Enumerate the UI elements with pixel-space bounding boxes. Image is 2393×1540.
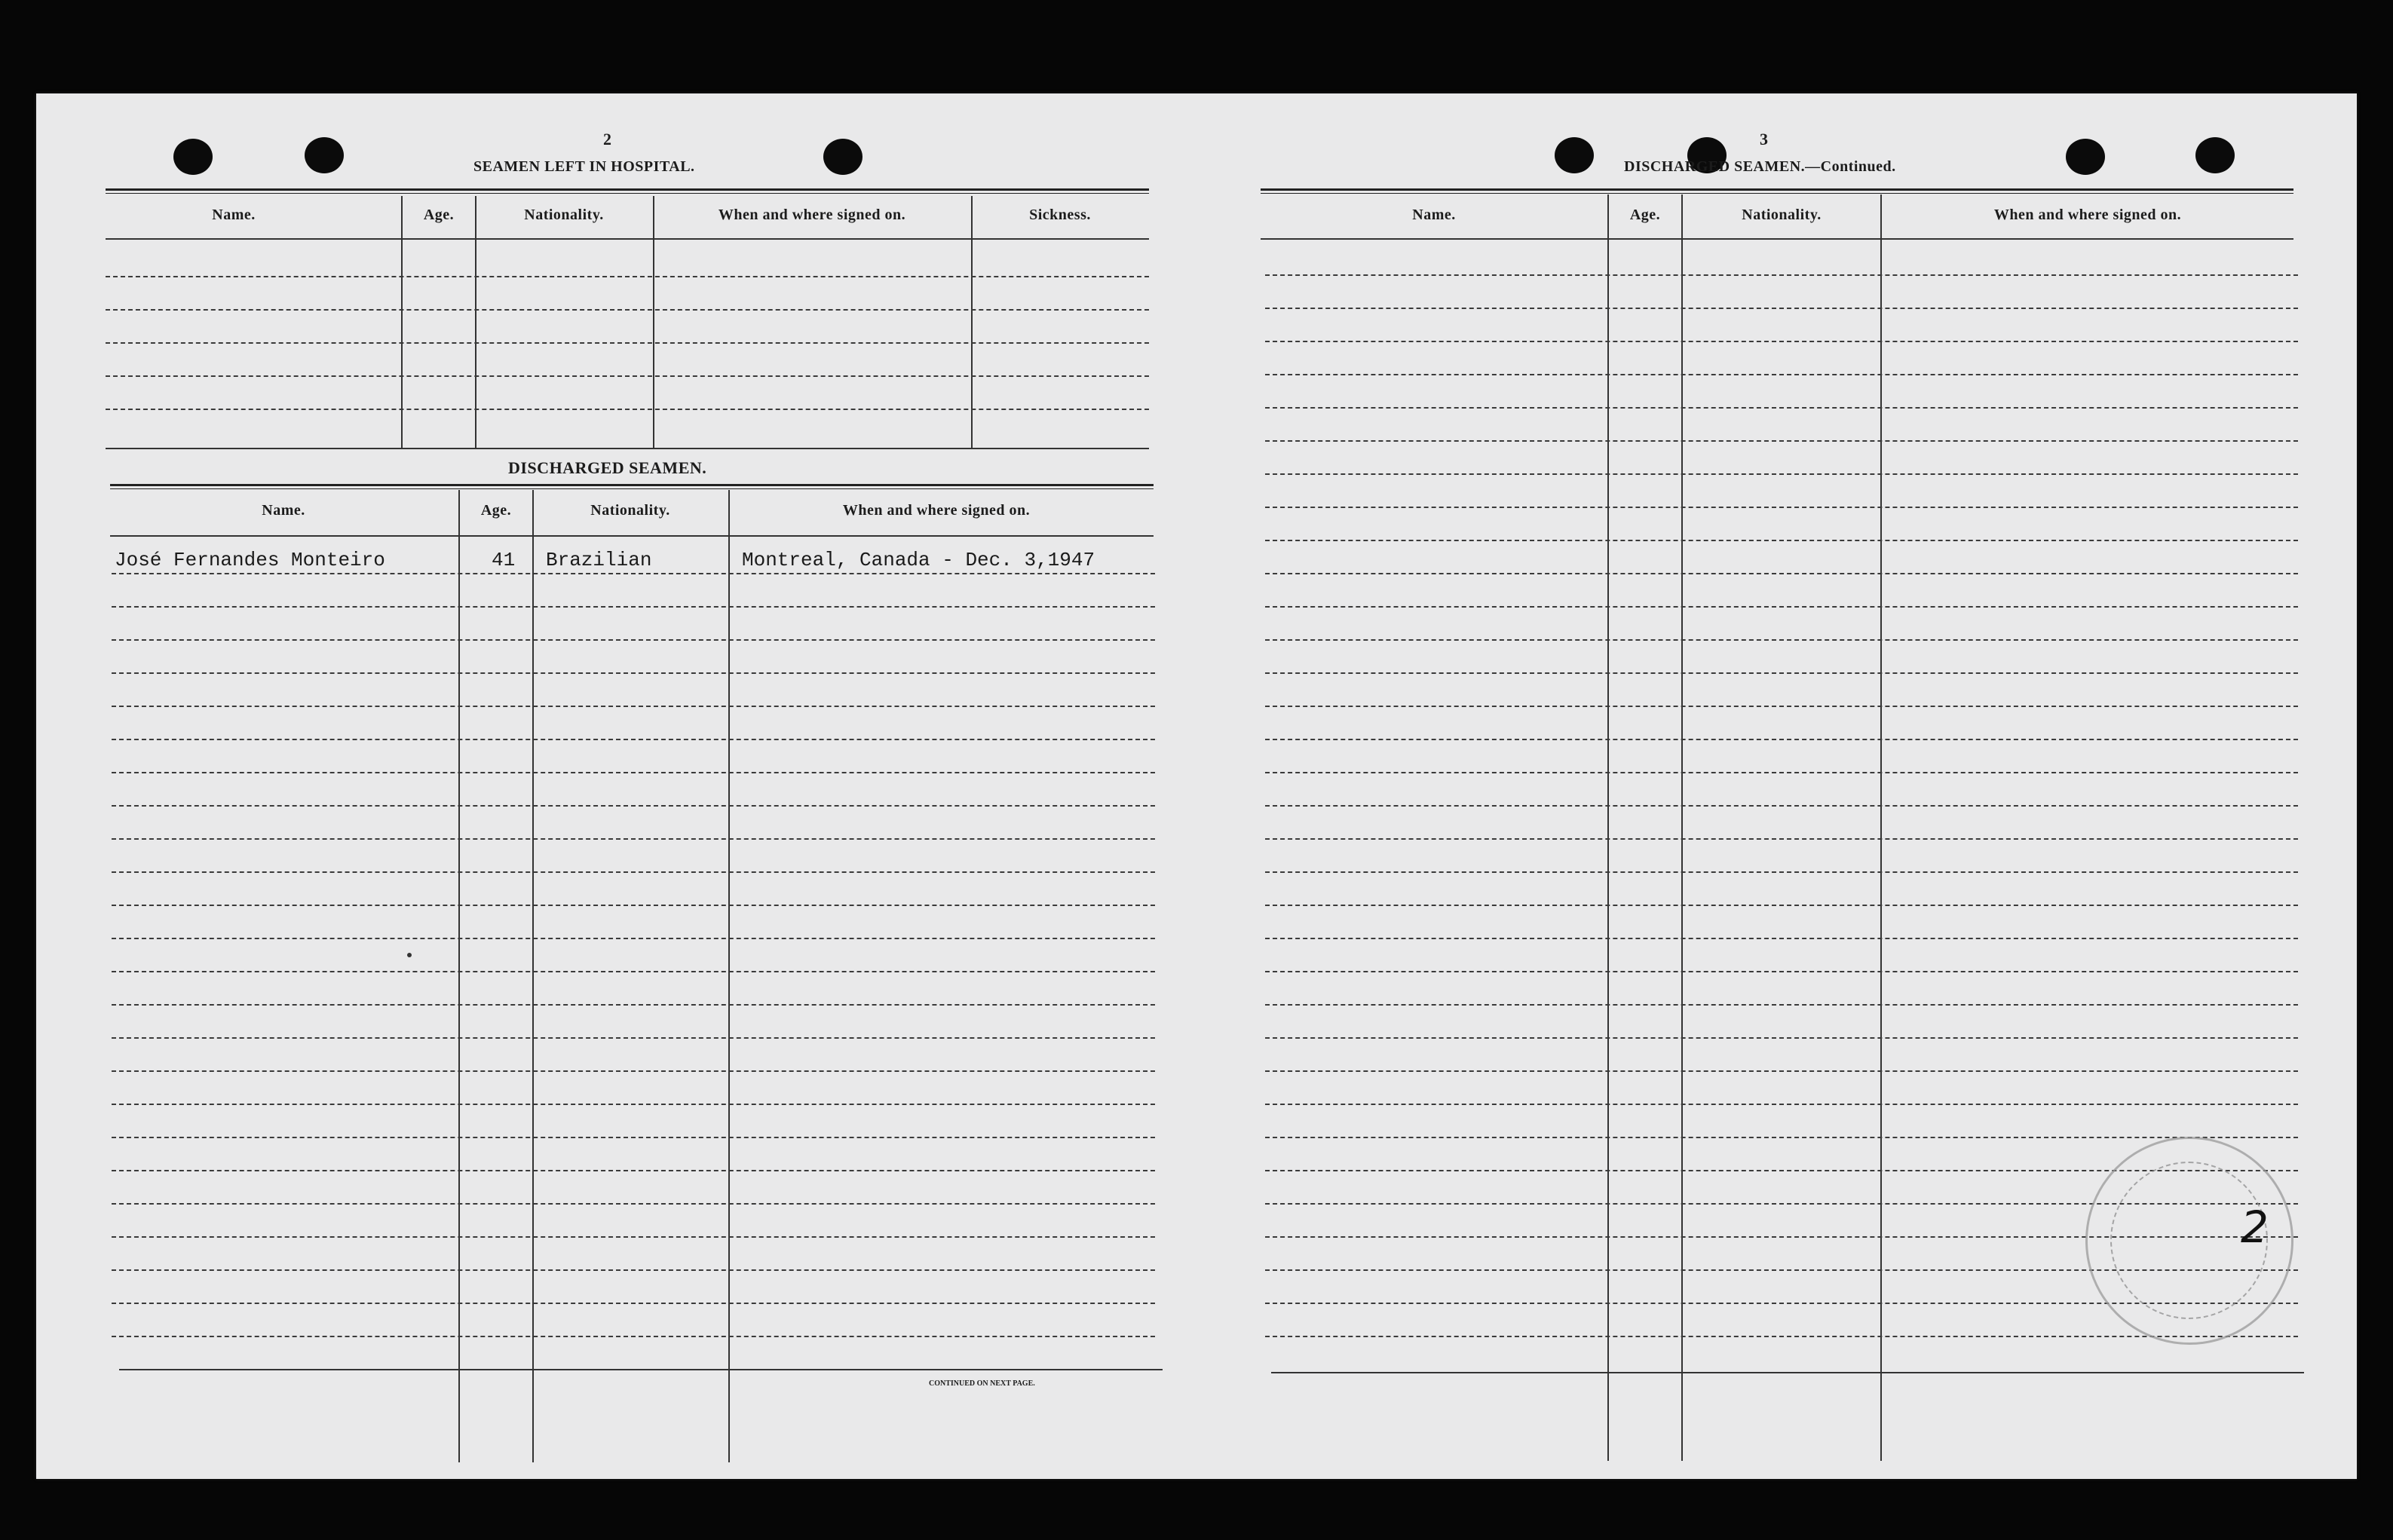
ruled-line	[1265, 905, 2298, 906]
ruled-line	[112, 1170, 1155, 1171]
ruled-line	[1265, 1037, 2298, 1039]
ruled-line	[112, 871, 1155, 873]
ruled-line	[1265, 672, 2298, 674]
ruled-line	[112, 971, 1155, 972]
ruled-line	[112, 1070, 1155, 1072]
hospital-table-top-rule	[106, 188, 1149, 194]
ruled-line	[112, 639, 1155, 641]
ruled-line	[1265, 341, 2298, 342]
ruled-line	[1265, 772, 2298, 773]
ruled-line	[1265, 805, 2298, 807]
ruled-line	[1265, 706, 2298, 707]
discharged-table-bottom-rule	[119, 1369, 1163, 1370]
hospital-row-line	[106, 276, 1149, 277]
ruled-line	[1265, 573, 2298, 574]
ruled-line	[1265, 1070, 2298, 1072]
discharged-table-top-rule	[110, 484, 1154, 489]
right-table-top-rule	[1261, 188, 2293, 194]
hospital-header-name: Name.	[212, 207, 256, 223]
ruled-line	[112, 938, 1155, 939]
ruled-line	[1265, 838, 2298, 840]
hospital-row-line	[106, 375, 1149, 377]
ruled-line	[1265, 440, 2298, 442]
discharged-header-nationality: Nationality.	[590, 502, 670, 519]
right-header-nationality: Nationality.	[1742, 207, 1822, 223]
hospital-header-signed-on: When and where signed on.	[718, 207, 906, 223]
discharged-name: José Fernandes Monteiro	[115, 549, 385, 571]
handwritten-mark: 2	[2241, 1202, 2269, 1253]
right-section-title: DISCHARGED SEAMEN.—Continued.	[1624, 158, 1896, 175]
ruled-line	[112, 772, 1155, 773]
ruled-line	[1265, 540, 2298, 541]
hospital-row-line	[106, 342, 1149, 344]
page-number: 2	[603, 130, 612, 148]
ruled-line	[112, 905, 1155, 906]
ruled-line	[112, 1303, 1155, 1304]
right-col-divider	[1607, 194, 1609, 1461]
hospital-header-nationality: Nationality.	[524, 207, 604, 223]
ruled-line	[1265, 871, 2298, 873]
ruled-line	[112, 706, 1155, 707]
ruled-line	[1265, 1137, 2298, 1138]
continued-footer: CONTINUED ON NEXT PAGE.	[929, 1379, 1035, 1388]
right-header-name: Name.	[1412, 207, 1456, 223]
ruled-line	[112, 672, 1155, 674]
discharged-col-divider	[458, 490, 460, 1462]
ruled-line	[112, 1203, 1155, 1205]
ruled-line	[1265, 407, 2298, 409]
ruled-line	[112, 838, 1155, 840]
hospital-header-sickness: Sickness.	[1029, 207, 1091, 223]
discharged-nationality: Brazilian	[546, 549, 652, 571]
right-header-rule	[1261, 238, 2293, 240]
discharged-section-title: DISCHARGED SEAMEN.	[508, 458, 707, 477]
hospital-col-divider	[401, 196, 403, 449]
hospital-row-line	[106, 409, 1149, 410]
discharged-col-divider	[728, 490, 730, 1462]
right-col-divider	[1880, 194, 1882, 1461]
ruled-line	[112, 739, 1155, 740]
ruled-line	[112, 606, 1155, 608]
discharged-signed-on: Montreal, Canada - Dec. 3,1947	[742, 549, 1095, 571]
ruled-line	[112, 1137, 1155, 1138]
ruled-line	[1265, 938, 2298, 939]
ruled-line	[112, 573, 1155, 574]
ruled-line	[112, 1269, 1155, 1271]
ruled-line	[1265, 739, 2298, 740]
ruled-line	[1265, 1004, 2298, 1006]
left-page	[36, 93, 1190, 1479]
ruled-line	[1265, 473, 2298, 475]
discharged-header-name: Name.	[262, 502, 305, 519]
ruled-line	[1265, 606, 2298, 608]
hospital-row-line	[106, 309, 1149, 311]
page-number: 3	[1760, 130, 1769, 148]
hospital-header-age: Age.	[423, 207, 455, 223]
discharged-age: 41	[492, 549, 516, 571]
ink-dot	[407, 953, 412, 957]
ruled-line	[1265, 971, 2298, 972]
ruled-line	[1265, 639, 2298, 641]
hospital-table-bottom-rule	[106, 448, 1149, 449]
right-header-signed-on: When and where signed on.	[1993, 207, 2182, 223]
ruled-line	[1265, 308, 2298, 309]
discharged-col-divider	[532, 490, 534, 1462]
ruled-line	[1265, 507, 2298, 508]
ruled-line	[112, 1104, 1155, 1105]
ruled-line	[1265, 1104, 2298, 1105]
right-header-age: Age.	[1629, 207, 1661, 223]
right-col-divider	[1681, 194, 1683, 1461]
hospital-header-rule	[106, 238, 1149, 240]
document-paper	[36, 93, 2357, 1479]
hospital-col-divider	[475, 196, 476, 449]
hospital-col-divider	[971, 196, 973, 449]
right-page	[1190, 93, 2357, 1479]
right-table-bottom-rule	[1271, 1372, 2304, 1373]
ruled-line	[1265, 374, 2298, 375]
hospital-col-divider	[653, 196, 654, 449]
ruled-line	[1265, 1336, 2298, 1337]
ruled-line	[112, 1336, 1155, 1337]
discharged-header-rule	[110, 535, 1154, 537]
ruled-line	[112, 1037, 1155, 1039]
hospital-section-title: SEAMEN LEFT IN HOSPITAL.	[473, 158, 695, 175]
ruled-line	[112, 1004, 1155, 1006]
ruled-line	[1265, 274, 2298, 276]
ruled-line	[112, 1236, 1155, 1238]
ruled-line	[112, 805, 1155, 807]
discharged-header-signed-on: When and where signed on.	[842, 502, 1031, 519]
discharged-header-age: Age.	[480, 502, 512, 519]
